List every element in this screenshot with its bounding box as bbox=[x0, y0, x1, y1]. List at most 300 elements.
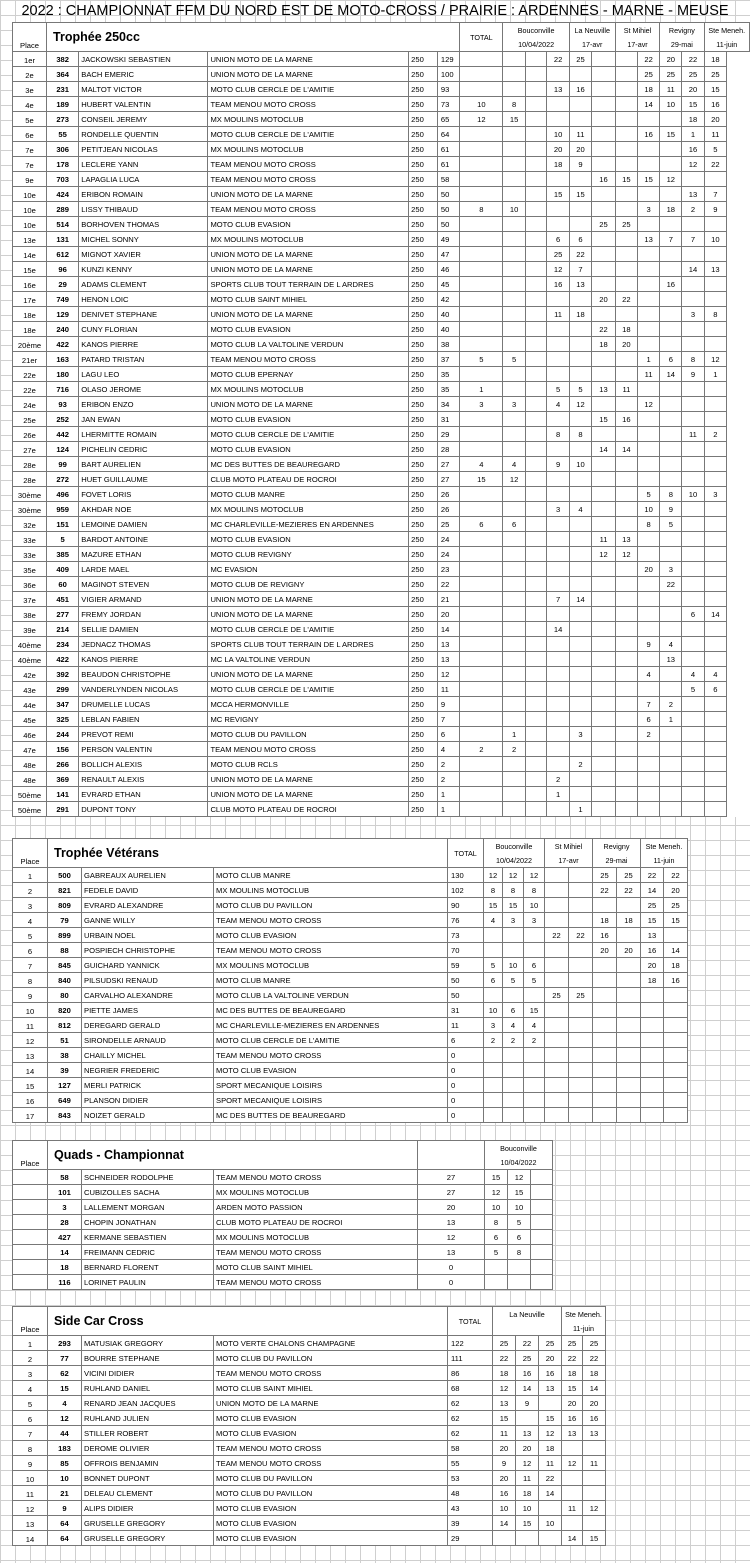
table-row bbox=[13, 1078, 688, 1093]
rider-name: RENAULT ALEXIS bbox=[79, 772, 208, 787]
score-cell bbox=[547, 472, 569, 487]
table-row bbox=[13, 928, 688, 943]
score-cell: 9 bbox=[493, 1456, 516, 1471]
place-cell: 32e bbox=[13, 517, 47, 532]
total-points: 25 bbox=[437, 517, 459, 532]
event-name: Revigny bbox=[660, 23, 704, 38]
score-cell bbox=[593, 1063, 617, 1078]
place-cell bbox=[13, 1230, 48, 1245]
club-name: UNION MOTO DE LA MARNE bbox=[208, 397, 409, 412]
score-cell: 22 bbox=[583, 1351, 606, 1366]
score-cell bbox=[593, 1093, 617, 1108]
place-cell: 20ème bbox=[13, 337, 47, 352]
total-points: 6 bbox=[437, 727, 459, 742]
score-cell bbox=[503, 157, 525, 172]
score-cell: 16 bbox=[516, 1366, 539, 1381]
score-cell bbox=[531, 1245, 553, 1260]
total-points: 0 bbox=[448, 1093, 484, 1108]
table-row bbox=[13, 112, 750, 127]
score-cell bbox=[525, 607, 547, 622]
score-cell bbox=[682, 652, 704, 667]
rider-name: BACH EMERIC bbox=[79, 67, 208, 82]
category-cell: 250 bbox=[409, 322, 438, 337]
score-cell bbox=[569, 697, 592, 712]
category-cell: 250 bbox=[409, 487, 438, 502]
score-cell: 20 bbox=[664, 883, 688, 898]
bib-number: 272 bbox=[47, 472, 79, 487]
rider-name: MATUSIAK GREGORY bbox=[82, 1336, 214, 1351]
event-name: La Neuville bbox=[569, 23, 615, 38]
score-cell bbox=[524, 988, 545, 1003]
score-cell bbox=[664, 928, 688, 943]
score-cell bbox=[638, 472, 660, 487]
score-cell bbox=[641, 1033, 664, 1048]
score-cell: 25 bbox=[638, 67, 660, 82]
club-name: MOTO CLUB REVIGNY bbox=[208, 547, 409, 562]
total-points: 47 bbox=[437, 247, 459, 262]
score-cell bbox=[592, 67, 616, 82]
table-row bbox=[13, 1531, 606, 1546]
score-cell bbox=[460, 67, 503, 82]
event-date: 29-mai bbox=[593, 853, 641, 868]
rider-name: ERIBON ROMAIN bbox=[79, 187, 208, 202]
table-row bbox=[13, 562, 750, 577]
score-cell bbox=[547, 292, 569, 307]
score-cell bbox=[503, 697, 525, 712]
total-points: 24 bbox=[437, 532, 459, 547]
score-cell bbox=[682, 457, 704, 472]
total-points: 65 bbox=[437, 112, 459, 127]
score-cell: 22 bbox=[664, 868, 688, 883]
score-cell bbox=[660, 292, 682, 307]
table-row bbox=[13, 547, 750, 562]
category-cell: 250 bbox=[409, 577, 438, 592]
score-cell: 18 bbox=[562, 1366, 583, 1381]
score-cell bbox=[460, 52, 503, 67]
place-cell: 3 bbox=[13, 1366, 48, 1381]
bib-number: 703 bbox=[47, 172, 79, 187]
score-cell: 5 bbox=[547, 382, 569, 397]
rider-name: BONNET DUPONT bbox=[82, 1471, 214, 1486]
score-cell bbox=[460, 292, 503, 307]
score-cell bbox=[664, 1063, 688, 1078]
place-cell: 4 bbox=[13, 1381, 48, 1396]
club-name: UNION MOTO DE LA MARNE bbox=[214, 1396, 448, 1411]
score-cell: 13 bbox=[547, 82, 569, 97]
score-cell bbox=[503, 232, 525, 247]
score-cell bbox=[660, 757, 682, 772]
score-cell bbox=[547, 322, 569, 337]
score-cell bbox=[638, 532, 660, 547]
table-row bbox=[13, 1336, 606, 1351]
table-row bbox=[13, 202, 750, 217]
score-cell bbox=[525, 352, 547, 367]
score-cell bbox=[615, 457, 637, 472]
place-cell: 1 bbox=[13, 1336, 48, 1351]
score-cell: 13 bbox=[592, 382, 616, 397]
rider-name: GUICHARD YANNICK bbox=[82, 958, 214, 973]
score-cell bbox=[615, 307, 637, 322]
score-cell bbox=[704, 442, 727, 457]
score-cell: 20 bbox=[562, 1396, 583, 1411]
score-cell: 13 bbox=[704, 262, 727, 277]
category-cell: 250 bbox=[409, 232, 438, 247]
score-cell bbox=[503, 532, 525, 547]
bib-number: 234 bbox=[47, 637, 79, 652]
score-cell bbox=[638, 742, 660, 757]
score-cell bbox=[617, 973, 641, 988]
total-points: 43 bbox=[448, 1501, 493, 1516]
place-cell: 50ème bbox=[13, 802, 47, 817]
score-cell bbox=[592, 772, 616, 787]
table-row bbox=[13, 127, 750, 142]
table-row bbox=[13, 1108, 688, 1123]
score-cell bbox=[592, 757, 616, 772]
total-points: 0 bbox=[448, 1078, 484, 1093]
club-name: MOTO CLUB MANRE bbox=[208, 487, 409, 502]
section-trophee-250cc bbox=[12, 22, 750, 817]
score-cell: 3 bbox=[460, 397, 503, 412]
score-cell bbox=[525, 217, 547, 232]
score-cell bbox=[545, 1093, 569, 1108]
bib-number: 21 bbox=[48, 1486, 82, 1501]
score-cell bbox=[592, 262, 616, 277]
score-cell bbox=[503, 337, 525, 352]
score-cell bbox=[525, 637, 547, 652]
table-row bbox=[13, 1215, 553, 1230]
rider-name: CUBIZOLLES SACHA bbox=[82, 1185, 214, 1200]
score-cell bbox=[569, 667, 592, 682]
score-cell bbox=[682, 517, 704, 532]
category-cell: 250 bbox=[409, 517, 438, 532]
score-cell bbox=[638, 787, 660, 802]
club-name: MOTO CLUB SAINT MIHIEL bbox=[214, 1260, 418, 1275]
score-cell bbox=[569, 472, 592, 487]
score-cell bbox=[460, 217, 503, 232]
score-cell: 16 bbox=[493, 1486, 516, 1501]
rider-name: DELEAU CLEMENT bbox=[82, 1486, 214, 1501]
club-name: MX MOULINS MOTOCLUB bbox=[208, 142, 409, 157]
score-cell: 2 bbox=[503, 742, 525, 757]
score-cell: 4 bbox=[660, 637, 682, 652]
score-cell bbox=[592, 487, 616, 502]
score-cell bbox=[638, 802, 660, 817]
club-name: UNION MOTO DE LA MARNE bbox=[208, 67, 409, 82]
bib-number: 64 bbox=[48, 1516, 82, 1531]
score-cell bbox=[503, 988, 524, 1003]
score-cell bbox=[545, 943, 569, 958]
place-cell: 2e bbox=[13, 67, 47, 82]
score-cell bbox=[569, 1093, 593, 1108]
score-cell bbox=[641, 1018, 664, 1033]
rider-name: LORINET PAULIN bbox=[82, 1275, 214, 1290]
score-cell: 8 bbox=[704, 307, 727, 322]
score-cell: 4 bbox=[460, 457, 503, 472]
rider-name: LEBLAN FABIEN bbox=[79, 712, 208, 727]
bib-number: 277 bbox=[47, 607, 79, 622]
score-cell: 10 bbox=[503, 202, 525, 217]
club-name: MOTO CLUB EVASION bbox=[214, 1501, 448, 1516]
rider-name: SCHNEIDER RODOLPHE bbox=[82, 1170, 214, 1185]
table-row bbox=[13, 697, 750, 712]
score-cell: 20 bbox=[516, 1441, 539, 1456]
score-cell bbox=[484, 1063, 503, 1078]
score-cell: 6 bbox=[704, 682, 727, 697]
table-row bbox=[13, 487, 750, 502]
place-cell: 9e bbox=[13, 172, 47, 187]
club-name: TEAM MENOU MOTO CROSS bbox=[208, 157, 409, 172]
score-cell: 25 bbox=[660, 67, 682, 82]
table-row bbox=[13, 667, 750, 682]
event-date: 10/04/2022 bbox=[485, 1155, 553, 1170]
score-cell bbox=[660, 742, 682, 757]
score-cell: 16 bbox=[539, 1366, 562, 1381]
score-cell bbox=[547, 487, 569, 502]
place-cell: 15 bbox=[13, 1078, 48, 1093]
table-row bbox=[13, 943, 688, 958]
club-name: MOTO CLUB EVASION bbox=[208, 322, 409, 337]
score-cell bbox=[615, 502, 637, 517]
event-date bbox=[493, 1321, 562, 1336]
score-cell bbox=[641, 988, 664, 1003]
total-points: 9 bbox=[437, 697, 459, 712]
score-cell bbox=[638, 277, 660, 292]
score-cell: 12 bbox=[615, 547, 637, 562]
bib-number: 364 bbox=[47, 67, 79, 82]
score-cell bbox=[660, 397, 682, 412]
score-cell bbox=[525, 277, 547, 292]
score-cell bbox=[569, 622, 592, 637]
score-cell bbox=[615, 97, 637, 112]
bib-number: 4 bbox=[48, 1396, 82, 1411]
score-cell bbox=[460, 322, 503, 337]
score-cell bbox=[460, 652, 503, 667]
score-cell bbox=[525, 187, 547, 202]
category-cell: 250 bbox=[409, 127, 438, 142]
table-row bbox=[13, 1456, 606, 1471]
score-cell bbox=[592, 247, 616, 262]
table-row bbox=[13, 337, 750, 352]
score-cell bbox=[569, 352, 592, 367]
score-cell bbox=[525, 772, 547, 787]
score-cell bbox=[547, 352, 569, 367]
club-name: UNION MOTO DE LA MARNE bbox=[208, 52, 409, 67]
club-name: UNION MOTO DE LA MARNE bbox=[208, 247, 409, 262]
club-name: TEAM MENOU MOTO CROSS bbox=[208, 352, 409, 367]
rider-name: GANNE WILLY bbox=[82, 913, 214, 928]
score-cell: 15 bbox=[583, 1531, 606, 1546]
score-cell bbox=[617, 898, 641, 913]
score-cell: 13 bbox=[660, 652, 682, 667]
total-points: 93 bbox=[437, 82, 459, 97]
score-cell bbox=[493, 1531, 516, 1546]
score-cell bbox=[460, 637, 503, 652]
score-cell bbox=[562, 1441, 583, 1456]
score-cell bbox=[592, 652, 616, 667]
score-cell bbox=[682, 772, 704, 787]
score-cell bbox=[569, 883, 593, 898]
score-cell bbox=[525, 382, 547, 397]
score-cell bbox=[638, 382, 660, 397]
score-cell bbox=[638, 757, 660, 772]
score-cell bbox=[638, 157, 660, 172]
score-cell bbox=[660, 262, 682, 277]
score-cell: 6 bbox=[508, 1230, 531, 1245]
rider-name: BART AURELIEN bbox=[79, 457, 208, 472]
club-name: MOTO CLUB EVASION bbox=[214, 928, 448, 943]
score-cell: 15 bbox=[547, 187, 569, 202]
score-cell bbox=[460, 592, 503, 607]
score-cell bbox=[615, 772, 637, 787]
score-cell: 12 bbox=[493, 1381, 516, 1396]
score-cell bbox=[545, 1048, 569, 1063]
table-row bbox=[13, 637, 750, 652]
score-cell bbox=[704, 217, 727, 232]
score-cell: 4 bbox=[503, 1018, 524, 1033]
bib-number: 51 bbox=[48, 1033, 82, 1048]
rider-name: RONDELLE QUENTIN bbox=[79, 127, 208, 142]
category-cell: 250 bbox=[409, 97, 438, 112]
score-cell: 13 bbox=[615, 532, 637, 547]
score-cell bbox=[524, 928, 545, 943]
score-cell bbox=[704, 502, 727, 517]
bib-number: 845 bbox=[48, 958, 82, 973]
score-cell: 15 bbox=[562, 1381, 583, 1396]
score-cell bbox=[638, 322, 660, 337]
table-row bbox=[13, 868, 688, 883]
score-cell: 6 bbox=[660, 352, 682, 367]
score-cell bbox=[682, 337, 704, 352]
place-cell: 24e bbox=[13, 397, 47, 412]
place-cell: 2 bbox=[13, 883, 48, 898]
score-cell bbox=[660, 247, 682, 262]
total-points: 38 bbox=[437, 337, 459, 352]
score-cell: 10 bbox=[638, 502, 660, 517]
category-cell: 250 bbox=[409, 532, 438, 547]
total-points: 27 bbox=[418, 1185, 485, 1200]
place-cell: 5 bbox=[13, 1396, 48, 1411]
place-cell: 8 bbox=[13, 1441, 48, 1456]
club-name: MC CHARLEVILLE-MEZIERES EN ARDENNES bbox=[214, 1018, 448, 1033]
score-cell bbox=[704, 592, 727, 607]
table-row bbox=[13, 742, 750, 757]
club-name: MOTO CLUB LA VALTOLINE VERDUN bbox=[214, 988, 448, 1003]
category-cell: 250 bbox=[409, 652, 438, 667]
score-cell: 14 bbox=[562, 1531, 583, 1546]
table-row bbox=[13, 1366, 606, 1381]
score-cell bbox=[641, 1078, 664, 1093]
score-cell bbox=[682, 712, 704, 727]
score-cell bbox=[682, 637, 704, 652]
category-cell: 250 bbox=[409, 667, 438, 682]
club-name: SPORTS CLUB TOUT TERRAIN DE L ARDRES bbox=[208, 277, 409, 292]
score-cell: 12 bbox=[569, 397, 592, 412]
score-cell: 8 bbox=[638, 517, 660, 532]
score-cell bbox=[569, 172, 592, 187]
score-cell bbox=[484, 943, 503, 958]
score-cell: 4 bbox=[524, 1018, 545, 1033]
total-points: 50 bbox=[437, 217, 459, 232]
score-cell bbox=[525, 397, 547, 412]
total-points: 37 bbox=[437, 352, 459, 367]
score-cell bbox=[682, 532, 704, 547]
score-cell: 10 bbox=[460, 97, 503, 112]
score-cell bbox=[547, 532, 569, 547]
total-points: 4 bbox=[437, 742, 459, 757]
score-cell bbox=[525, 292, 547, 307]
club-name: MOTO CLUB CERCLE DE L'AMITIE bbox=[208, 427, 409, 442]
club-name: TEAM MENOU MOTO CROSS bbox=[214, 1245, 418, 1260]
score-cell bbox=[638, 247, 660, 262]
results-table-veterans bbox=[12, 838, 688, 1123]
rider-name: LAGU LEO bbox=[79, 367, 208, 382]
rider-name: AKHDAR NOE bbox=[79, 502, 208, 517]
score-cell bbox=[460, 622, 503, 637]
total-points: 0 bbox=[448, 1063, 484, 1078]
score-cell bbox=[503, 637, 525, 652]
score-cell: 2 bbox=[503, 1033, 524, 1048]
score-cell bbox=[460, 337, 503, 352]
score-cell bbox=[562, 1516, 583, 1531]
score-cell: 11 bbox=[547, 307, 569, 322]
event-date: 29-mai bbox=[660, 37, 704, 52]
score-cell bbox=[682, 742, 704, 757]
score-cell: 25 bbox=[615, 217, 637, 232]
rider-name: PICHELIN CEDRIC bbox=[79, 442, 208, 457]
score-cell bbox=[460, 247, 503, 262]
place-cell: 6 bbox=[13, 1411, 48, 1426]
score-cell bbox=[592, 307, 616, 322]
place-cell: 50ème bbox=[13, 787, 47, 802]
club-name: MOTO CLUB MANRE bbox=[214, 973, 448, 988]
score-cell: 12 bbox=[460, 112, 503, 127]
score-cell bbox=[569, 292, 592, 307]
club-name: MOTO CLUB DU PAVILLON bbox=[214, 898, 448, 913]
score-cell bbox=[615, 52, 637, 67]
table-row bbox=[13, 1245, 553, 1260]
score-cell bbox=[524, 1048, 545, 1063]
place-cell: 10 bbox=[13, 1003, 48, 1018]
score-cell bbox=[664, 1003, 688, 1018]
score-cell bbox=[660, 547, 682, 562]
club-name: UNION MOTO DE LA MARNE bbox=[208, 667, 409, 682]
score-cell: 25 bbox=[516, 1351, 539, 1366]
bib-number: 649 bbox=[48, 1093, 82, 1108]
score-cell: 8 bbox=[485, 1215, 508, 1230]
bib-number: 156 bbox=[47, 742, 79, 757]
score-cell bbox=[704, 397, 727, 412]
score-cell: 22 bbox=[660, 577, 682, 592]
club-name: MX MOULINS MOTOCLUB bbox=[214, 958, 448, 973]
score-cell bbox=[460, 127, 503, 142]
score-cell bbox=[664, 988, 688, 1003]
score-cell: 18 bbox=[704, 52, 727, 67]
club-name: UNION MOTO DE LA MARNE bbox=[208, 262, 409, 277]
score-cell bbox=[503, 217, 525, 232]
score-cell bbox=[638, 142, 660, 157]
club-name: MOTO CLUB SAINT MIHIEL bbox=[214, 1381, 448, 1396]
score-cell: 22 bbox=[516, 1336, 539, 1351]
club-name: MOTO CLUB DU PAVILLON bbox=[208, 727, 409, 742]
score-cell: 5 bbox=[660, 517, 682, 532]
score-cell bbox=[460, 262, 503, 277]
score-cell bbox=[704, 172, 727, 187]
bib-number: 189 bbox=[47, 97, 79, 112]
score-cell bbox=[525, 67, 547, 82]
score-cell bbox=[525, 562, 547, 577]
table-row bbox=[13, 67, 750, 82]
event-date: 17-avr bbox=[545, 853, 593, 868]
